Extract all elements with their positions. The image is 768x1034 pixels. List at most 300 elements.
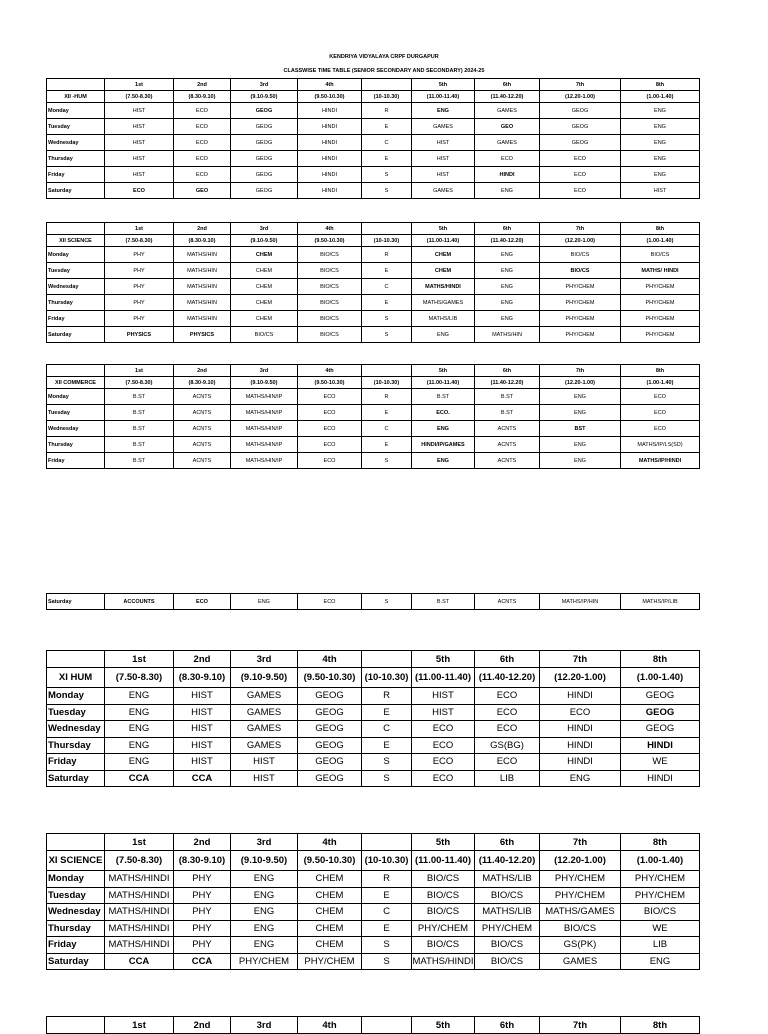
period-cell: ENG (231, 871, 298, 888)
period-header: 6th (475, 223, 540, 235)
period-cell: PHY/CHEM (621, 871, 700, 888)
period-header: 3rd (231, 1017, 298, 1034)
period-cell: ECO (621, 389, 700, 405)
period-cell: HINDI/IP/GAMES (412, 437, 475, 453)
period-header: 5th (412, 365, 475, 377)
period-cell: MATHS/HINDI (105, 887, 174, 904)
period-header: 1st (105, 79, 174, 91)
timetable-xi-hum (46, 650, 700, 787)
class-label: XII SCIENCE (47, 235, 105, 247)
period-cell: ECO (412, 721, 475, 738)
day-label: Wednesday (47, 721, 105, 738)
period-cell: B.ST (412, 594, 475, 610)
class-label: XII -HUM (47, 91, 105, 103)
period-cell: ACNTS (174, 453, 231, 469)
period-cell: ENG (412, 453, 475, 469)
period-cell: PHY/CHEM (475, 920, 540, 937)
period-cell: ACNTS (475, 594, 540, 610)
time-header: (1.00-1.40) (621, 235, 700, 247)
time-header: (8.30-9.10) (174, 377, 231, 389)
period-cell: ACNTS (174, 437, 231, 453)
period-cell: HINDI (540, 737, 621, 754)
period-cell: ECO (540, 704, 621, 721)
corner-cell (47, 223, 105, 235)
period-cell: GS(BG) (475, 737, 540, 754)
period-cell: ENG (475, 279, 540, 295)
period-cell: HINDI (540, 721, 621, 738)
period-cell: HIST (412, 704, 475, 721)
period-cell: S (362, 953, 412, 970)
period-cell: CHEM (412, 247, 475, 263)
period-cell: LIB (621, 937, 700, 954)
day-label: Wednesday (47, 279, 105, 295)
period-cell: CHEM (298, 904, 362, 921)
time-header: (8.30-9.10) (174, 851, 231, 871)
period-cell: ACNTS (475, 421, 540, 437)
period-cell: HINDI (621, 770, 700, 787)
period-header: 7th (540, 365, 621, 377)
day-label: Friday (47, 937, 105, 954)
period-cell: R (362, 103, 412, 119)
period-cell: PHY/CHEM (621, 279, 700, 295)
time-header: (9.50-10.30) (298, 668, 362, 688)
period-cell: ECO (475, 721, 540, 738)
period-cell: BIO/CS (621, 904, 700, 921)
time-header: (11.00-11.40) (412, 377, 475, 389)
period-header (362, 79, 412, 91)
period-cell: MATHS/HIN/IP (231, 437, 298, 453)
period-cell: E (362, 437, 412, 453)
period-header: 3rd (231, 79, 298, 91)
day-label: Thursday (47, 295, 105, 311)
period-cell: GEOG (231, 135, 298, 151)
time-header: (9.50-10.30) (298, 377, 362, 389)
period-cell: HINDI (540, 688, 621, 705)
time-header: (9.10-9.50) (231, 91, 298, 103)
period-cell: GEOG (298, 688, 362, 705)
corner-cell (47, 651, 105, 668)
period-header: 1st (105, 834, 174, 851)
time-header: (9.50-10.30) (298, 851, 362, 871)
period-cell: BIO/CS (298, 295, 362, 311)
period-cell: PHY/CHEM (298, 953, 362, 970)
period-header: 3rd (231, 223, 298, 235)
period-cell: GEOG (298, 704, 362, 721)
period-cell: E (362, 295, 412, 311)
period-cell: ECO (475, 754, 540, 771)
time-header: (7.50-8.30) (105, 851, 174, 871)
period-cell: GEOG (621, 704, 700, 721)
period-cell: HIST (412, 135, 475, 151)
period-cell: ECO. (412, 405, 475, 421)
period-cell: ENG (621, 135, 700, 151)
period-cell: ECO (475, 151, 540, 167)
period-cell: MATHS/HIN/IP (231, 421, 298, 437)
period-cell: HIST (621, 183, 700, 199)
time-header: (10-10.30) (362, 851, 412, 871)
period-cell: MATHS/HINDI (105, 920, 174, 937)
period-cell: MATHS/HIN (174, 279, 231, 295)
period-header: 2nd (174, 834, 231, 851)
period-cell: MATHS/LIB (412, 311, 475, 327)
time-header: (10-10.30) (362, 377, 412, 389)
period-cell: R (362, 871, 412, 888)
period-cell: ENG (412, 421, 475, 437)
period-header: 5th (412, 79, 475, 91)
period-cell: ECO (475, 704, 540, 721)
period-cell: CCA (174, 953, 231, 970)
timetable-xi-science (46, 833, 700, 970)
period-cell: GAMES (475, 103, 540, 119)
period-cell: C (362, 279, 412, 295)
period-cell: E (362, 737, 412, 754)
time-header: (10-10.30) (362, 91, 412, 103)
period-header: 2nd (174, 79, 231, 91)
period-cell: S (362, 327, 412, 343)
period-cell: ENG (621, 103, 700, 119)
period-cell: ENG (105, 721, 174, 738)
period-cell: B.ST (105, 405, 174, 421)
period-cell: MATHS/HINDI (105, 871, 174, 888)
period-cell: GAMES (412, 183, 475, 199)
period-header: 1st (105, 365, 174, 377)
period-cell: ECO (540, 151, 621, 167)
period-cell: E (362, 151, 412, 167)
period-cell: ACNTS (174, 389, 231, 405)
period-cell: ENG (540, 405, 621, 421)
period-cell: HINDI (298, 183, 362, 199)
period-cell: ECO (412, 770, 475, 787)
period-cell: CHEM (231, 263, 298, 279)
period-cell: PHYSICS (174, 327, 231, 343)
period-cell: PHY/CHEM (540, 279, 621, 295)
period-cell: PHY/CHEM (231, 953, 298, 970)
period-cell: S (362, 754, 412, 771)
period-cell: ENG (231, 904, 298, 921)
period-cell: HINDI (298, 151, 362, 167)
period-cell: PHY/CHEM (412, 920, 475, 937)
period-cell: MATHS/HIN (475, 327, 540, 343)
period-cell: ECO (174, 151, 231, 167)
period-header: 7th (540, 223, 621, 235)
time-header: (11.00-11.40) (412, 668, 475, 688)
day-label: Monday (47, 871, 105, 888)
day-label: Friday (47, 167, 105, 183)
period-cell: MATHS/HIN/IP (231, 389, 298, 405)
period-cell: CHEM (298, 887, 362, 904)
period-cell: ACNTS (174, 421, 231, 437)
period-cell: ECO (174, 119, 231, 135)
period-header: 5th (412, 834, 475, 851)
period-cell: HIST (412, 151, 475, 167)
period-cell: BIO/CS (298, 279, 362, 295)
day-label: Tuesday (47, 887, 105, 904)
time-header: (12.20-1.00) (540, 668, 621, 688)
period-cell: ECO (298, 437, 362, 453)
day-label: Thursday (47, 437, 105, 453)
day-label: Tuesday (47, 263, 105, 279)
period-cell: GEOG (298, 721, 362, 738)
day-label: Wednesday (47, 421, 105, 437)
period-cell: MATHS/IP/LS(SD) (621, 437, 700, 453)
day-label: Saturday (47, 953, 105, 970)
period-cell: B.ST (105, 453, 174, 469)
period-header: 4th (298, 651, 362, 668)
period-cell: PHY (105, 247, 174, 263)
timetable-xii-commerce-saturday (46, 593, 700, 610)
period-header: 5th (412, 1017, 475, 1034)
period-cell: MATHS/GAMES (540, 904, 621, 921)
corner-cell (47, 1017, 105, 1034)
time-header: (10-10.30) (362, 668, 412, 688)
period-cell: MATHS/LIB (475, 904, 540, 921)
period-cell: HINDI (475, 167, 540, 183)
period-cell: HIST (105, 167, 174, 183)
period-cell: HINDI (540, 754, 621, 771)
time-header: (1.00-1.40) (621, 851, 700, 871)
period-cell: GAMES (231, 688, 298, 705)
period-cell: CCA (174, 770, 231, 787)
period-cell: PHY (174, 937, 231, 954)
period-cell: BIO/CS (298, 263, 362, 279)
period-cell: BIO/CS (298, 247, 362, 263)
school-name: KENDRIYA VIDYALAYA CRPF DURGAPUR (329, 54, 439, 60)
day-label: Tuesday (47, 704, 105, 721)
time-header: (12.20-1.00) (540, 91, 621, 103)
period-cell: ECO (412, 754, 475, 771)
period-header: 4th (298, 223, 362, 235)
period-cell: BIO/CS (298, 311, 362, 327)
period-cell: CCA (105, 953, 174, 970)
period-header: 8th (621, 651, 700, 668)
period-cell: ENG (412, 103, 475, 119)
period-cell: GEOG (231, 119, 298, 135)
period-cell: BIO/CS (412, 871, 475, 888)
time-header: (8.30-9.10) (174, 668, 231, 688)
time-header: (9.10-9.50) (231, 377, 298, 389)
period-header: 2nd (174, 651, 231, 668)
period-cell: GEOG (540, 103, 621, 119)
period-cell: HIST (174, 688, 231, 705)
time-header: (1.00-1.40) (621, 377, 700, 389)
time-header: (11.40-12.20) (475, 235, 540, 247)
time-header: (7.50-8.30) (105, 377, 174, 389)
period-cell: ACNTS (475, 453, 540, 469)
period-header: 1st (105, 1017, 174, 1034)
period-cell: ECO (105, 183, 174, 199)
period-header: 6th (475, 651, 540, 668)
period-cell: B.ST (475, 389, 540, 405)
period-cell: ECO (540, 167, 621, 183)
period-cell: LIB (475, 770, 540, 787)
day-label: Saturday (47, 183, 105, 199)
period-cell: PHY/CHEM (621, 887, 700, 904)
period-cell: PHYSICS (105, 327, 174, 343)
period-cell: ENG (231, 937, 298, 954)
period-cell: PHY (174, 871, 231, 888)
period-header: 7th (540, 1017, 621, 1034)
period-cell: BIO/CS (475, 937, 540, 954)
day-label: Friday (47, 311, 105, 327)
period-cell: E (362, 704, 412, 721)
period-cell: S (362, 937, 412, 954)
period-header: 8th (621, 365, 700, 377)
period-cell: PHY (105, 279, 174, 295)
class-label: XI SCIENCE (47, 851, 105, 871)
period-header: 1st (105, 223, 174, 235)
period-cell: HIST (231, 770, 298, 787)
day-label: Monday (47, 247, 105, 263)
period-cell: C (362, 135, 412, 151)
period-cell: BST (540, 421, 621, 437)
period-cell: GEOG (298, 754, 362, 771)
period-cell: ACNTS (174, 405, 231, 421)
period-header: 7th (540, 79, 621, 91)
period-cell: CHEM (298, 937, 362, 954)
period-cell: GEOG (231, 167, 298, 183)
day-label: Monday (47, 103, 105, 119)
day-label: Friday (47, 453, 105, 469)
period-cell: BIO/CS (412, 937, 475, 954)
period-header: 4th (298, 1017, 362, 1034)
period-cell: BIO/CS (475, 887, 540, 904)
period-cell: MATHS/HINDI (105, 904, 174, 921)
period-header: 6th (475, 365, 540, 377)
period-cell: ECO (621, 405, 700, 421)
period-cell: HIST (174, 721, 231, 738)
corner-cell (47, 79, 105, 91)
period-cell: HIST (231, 754, 298, 771)
period-cell: ECO (298, 453, 362, 469)
period-header: 3rd (231, 651, 298, 668)
period-cell: CHEM (231, 279, 298, 295)
corner-cell (47, 365, 105, 377)
time-header: (7.50-8.30) (105, 235, 174, 247)
period-header: 4th (298, 365, 362, 377)
day-label: Friday (47, 754, 105, 771)
period-cell: GAMES (231, 704, 298, 721)
timetable-xii-commerce (46, 364, 700, 469)
day-label: Tuesday (47, 119, 105, 135)
period-cell: PHY (174, 904, 231, 921)
period-cell: GAMES (540, 953, 621, 970)
period-cell: PHY/CHEM (540, 887, 621, 904)
period-cell: PHY/CHEM (540, 311, 621, 327)
period-cell: ECO (298, 389, 362, 405)
period-cell: MATHS/LIB (475, 871, 540, 888)
period-cell: HIST (412, 688, 475, 705)
period-cell: S (362, 167, 412, 183)
period-cell: S (362, 311, 412, 327)
period-cell: MATHS/HIN (174, 247, 231, 263)
period-header: 3rd (231, 365, 298, 377)
period-cell: HIST (174, 737, 231, 754)
time-header: (9.10-9.50) (231, 851, 298, 871)
period-header: 1st (105, 651, 174, 668)
period-cell: GEO (174, 183, 231, 199)
period-cell: ECO (475, 688, 540, 705)
period-cell: GEOG (621, 688, 700, 705)
class-label: XII COMMERCE (47, 377, 105, 389)
time-header: (9.50-10.30) (298, 91, 362, 103)
period-cell: S (362, 453, 412, 469)
period-header: 4th (298, 834, 362, 851)
period-cell: MATHS/IP/LIB (621, 594, 700, 610)
period-cell: ENG (475, 247, 540, 263)
period-cell: ENG (540, 770, 621, 787)
period-cell: ENG (105, 688, 174, 705)
period-cell: HIST (105, 151, 174, 167)
period-cell: ENG (621, 953, 700, 970)
period-cell: PHY (174, 887, 231, 904)
period-cell: ENG (231, 920, 298, 937)
class-label: XI HUM (47, 668, 105, 688)
period-cell: ACCOUNTS (105, 594, 174, 610)
period-cell: B.ST (475, 405, 540, 421)
period-cell: HIST (174, 704, 231, 721)
time-header: (8.30-9.10) (174, 235, 231, 247)
period-cell: WE (621, 920, 700, 937)
period-cell: ENG (621, 119, 700, 135)
time-header: (12.20-1.00) (540, 851, 621, 871)
time-header: (1.00-1.40) (621, 668, 700, 688)
period-cell: ENG (621, 167, 700, 183)
period-cell: B.ST (412, 389, 475, 405)
time-header: (11.40-12.20) (475, 851, 540, 871)
period-header: 8th (621, 223, 700, 235)
time-header: (1.00-1.40) (621, 91, 700, 103)
day-label: Monday (47, 688, 105, 705)
period-cell: B.ST (105, 389, 174, 405)
time-header: (11.00-11.40) (412, 235, 475, 247)
period-cell: GEOG (231, 103, 298, 119)
period-cell: WE (621, 754, 700, 771)
time-header: (11.00-11.40) (412, 851, 475, 871)
period-header: 4th (298, 79, 362, 91)
period-header: 7th (540, 834, 621, 851)
day-label: Saturday (47, 327, 105, 343)
period-cell: CHEM (298, 920, 362, 937)
period-cell: HIST (412, 167, 475, 183)
timetable-next-class (46, 1016, 700, 1034)
period-header: 5th (412, 651, 475, 668)
timetable-xii-hum (46, 78, 700, 199)
period-cell: ACNTS (475, 437, 540, 453)
period-cell: BIO/CS (412, 887, 475, 904)
period-cell: BIO/CS (475, 953, 540, 970)
day-label: Thursday (47, 737, 105, 754)
period-header: 8th (621, 834, 700, 851)
time-header: (9.10-9.50) (231, 668, 298, 688)
period-cell: PHY (105, 295, 174, 311)
period-cell: B.ST (105, 421, 174, 437)
period-cell: ENG (621, 151, 700, 167)
period-cell: C (362, 421, 412, 437)
time-header: (8.30-9.10) (174, 91, 231, 103)
period-header: 3rd (231, 834, 298, 851)
time-header: (12.20-1.00) (540, 235, 621, 247)
period-cell: PHY/CHEM (621, 327, 700, 343)
time-header: (7.50-8.30) (105, 668, 174, 688)
period-header (362, 365, 412, 377)
period-cell: GEOG (298, 737, 362, 754)
period-cell: CHEM (231, 295, 298, 311)
time-header: (11.40-12.20) (475, 377, 540, 389)
period-cell: ENG (231, 594, 298, 610)
period-cell: GEOG (298, 770, 362, 787)
period-cell: MATHS/HIN (174, 263, 231, 279)
time-header: (12.20-1.00) (540, 377, 621, 389)
